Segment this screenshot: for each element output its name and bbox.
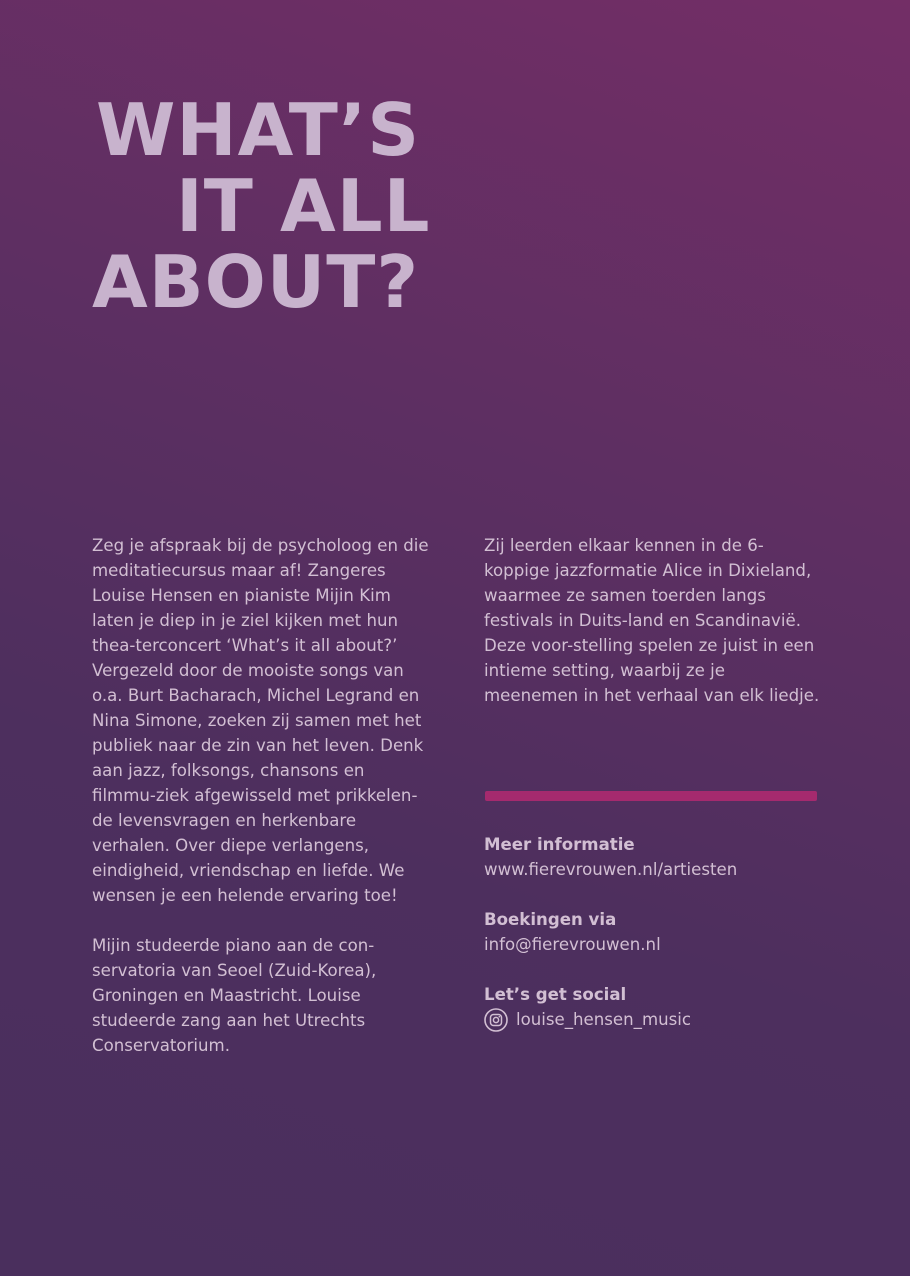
social-block	[484, 982, 844, 1032]
title-line-2: IT ALL	[176, 164, 431, 248]
intro-paragraph: Zeg je afspraak bij de psycholoog en die meditatiecursus maar af! Zangeres Louise Hensen en pianiste Mijin Kim laten je diep in je ziel kijken met hun thea-terconcert ‘What’s it all about?’ Vergezeld door de mooiste songs van o.a. Burt Bacharach, Michel Legrand en Nina Simone, zoeken zij samen met het publiek naar de zin van het leven. Denk aan jazz, folksongs, chansons en filmmu-ziek afgewisseld met prikkelen-de levensvragen en herkenbare verhalen. Over diepe verlangens, eindigheid, vriendschap en liefde. We wensen je een helende ervaring toe!	[92, 536, 429, 905]
left-text-column	[92, 533, 432, 1058]
instagram-handle: louise_hensen_music	[516, 1010, 692, 1029]
title-line-1: WHAT’S	[96, 88, 421, 172]
more-info-label: Meer informatie	[484, 835, 635, 854]
social-label: Let’s get social	[484, 985, 627, 1004]
accent-divider	[485, 791, 817, 801]
title-line-3: ABOUT?	[92, 240, 420, 324]
contact-info	[484, 832, 844, 1032]
website-link[interactable]: www.fierevrouwen.nl/artiesten	[484, 860, 738, 879]
more-info-block	[484, 832, 844, 882]
instagram-link[interactable]	[484, 1007, 844, 1032]
instagram-icon	[484, 1008, 508, 1032]
bookings-label: Boekingen via	[484, 910, 617, 929]
bio-paragraph: Mijin studeerde piano aan de con-servatoria van Seoel (Zuid-Korea), Groningen en Maastricht. Louise studeerde zang aan het Utrechts Conservatorium.	[92, 936, 377, 1055]
right-text-column	[484, 533, 824, 708]
bookings-block	[484, 907, 844, 957]
page-title	[92, 88, 432, 324]
email-link[interactable]: info@fierevrouwen.nl	[484, 935, 661, 954]
history-paragraph: Zij leerden elkaar kennen in de 6-koppige jazzformatie Alice in Dixieland, waarmee ze samen toerden langs festivals in Duits-land en Scandinavië. Deze voor-stelling spelen ze juist in een intieme setting, waarbij ze je meenemen in het verhaal van elk liedje.	[484, 536, 820, 705]
